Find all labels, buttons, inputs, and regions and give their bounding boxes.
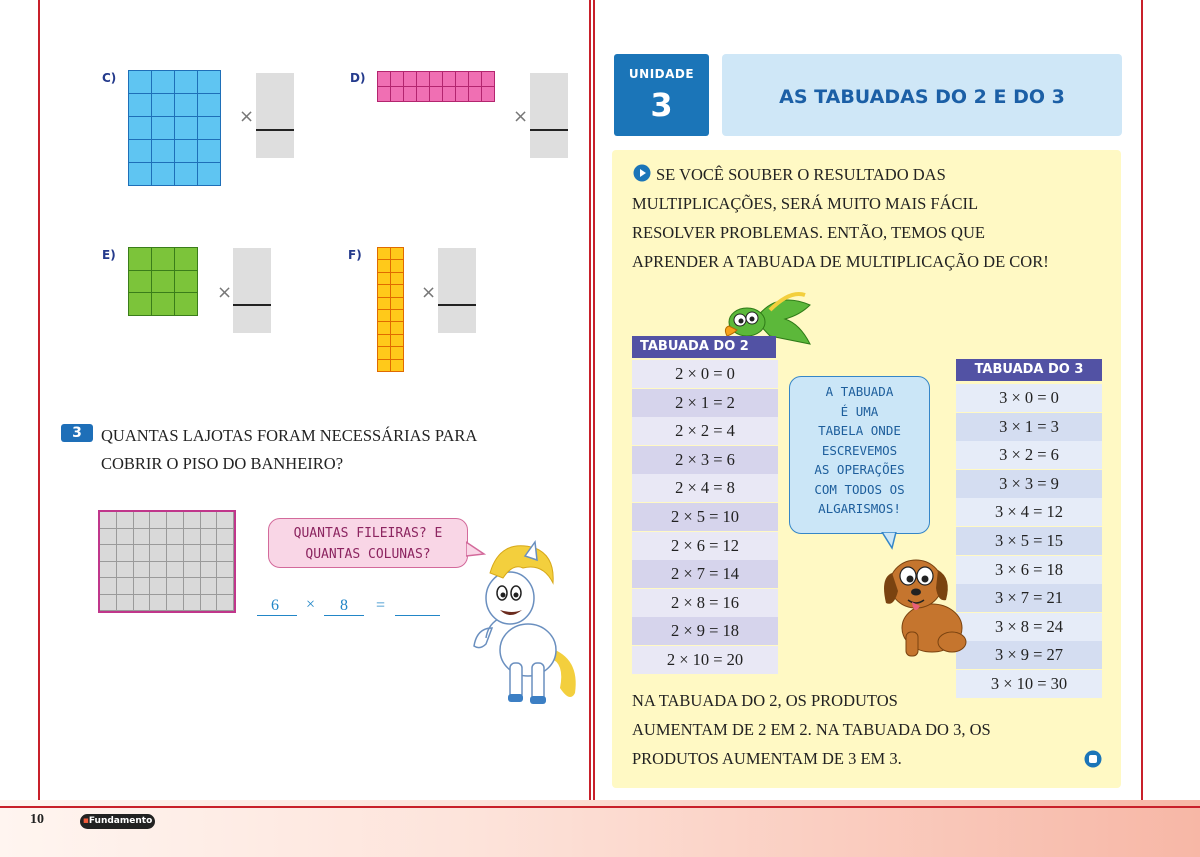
stop-icon — [1084, 750, 1102, 768]
footer-line — [0, 806, 1200, 808]
grid-f — [377, 247, 404, 372]
answer-bar-f — [438, 304, 476, 306]
badge-dot-icon: ▪ — [82, 816, 89, 826]
tabuada-3-row: 3 × 2 = 6 — [956, 441, 1102, 469]
pony-speech-bubble — [268, 518, 468, 568]
pony-illustration — [470, 538, 588, 710]
fundamento-badge — [80, 814, 155, 829]
tabuada-2-row: 2 × 4 = 8 — [632, 474, 778, 502]
unit-title: AS TABUADAS DO 2 E DO 3 — [779, 86, 1065, 108]
tabuada-2-row: 2 × 3 = 6 — [632, 446, 778, 474]
grid-e — [128, 247, 198, 316]
question-3-line-1: QUANTAS LAJOTAS FORAM NECESSÁRIAS PARA — [101, 426, 478, 445]
intro-line-2: MULTIPLICAÇÕES, SERÁ MUITO MAIS FÁCIL — [632, 194, 979, 213]
tabuada-2-row: 2 × 7 = 14 — [632, 560, 778, 588]
tabuada-3-row: 3 × 9 = 27 — [956, 641, 1102, 669]
dog-speech-bubble — [789, 376, 930, 534]
tabuada-2-row: 2 × 2 = 4 — [632, 417, 778, 445]
intro-text — [632, 160, 1049, 276]
exercise-c-label: C) — [102, 71, 117, 85]
answer-bar-c — [256, 129, 294, 131]
unit-badge — [614, 54, 709, 136]
intro-line-4: APRENDER A TABUADA DE MULTIPLICAÇÃO DE COR! — [632, 252, 1049, 271]
answer-box-f[interactable] — [438, 248, 476, 333]
unit-number: 3 — [650, 86, 673, 124]
times-sign-d: × — [513, 106, 529, 127]
outro-line-3: PRODUTOS AUMENTAM DE 3 EM 3. — [632, 749, 902, 768]
equation-answer-blank[interactable] — [395, 615, 440, 616]
page-footer — [0, 800, 1200, 857]
dog-bubble-line-5: AS OPERAÇÕES — [814, 462, 905, 477]
right-margin-line — [1141, 0, 1143, 808]
outro-text — [632, 686, 991, 773]
dog-bubble-line-6: COM TODOS OS — [814, 481, 905, 497]
equation-columns: 8 — [340, 597, 348, 614]
tabuada-2-row: 2 × 0 = 0 — [632, 360, 778, 388]
tabuada-2-row: 2 × 6 = 12 — [632, 532, 778, 560]
answer-box-e[interactable] — [233, 248, 271, 333]
answer-box-c[interactable] — [256, 73, 294, 158]
bathroom-floor-tiles — [100, 512, 234, 611]
question-3-text — [101, 422, 541, 478]
tabuada-2-row: 2 × 1 = 2 — [632, 389, 778, 417]
answer-bar-e — [233, 304, 271, 306]
intro-line-1: SE VOCÊ SOUBER O RESULTADO DAS — [656, 165, 946, 184]
tabuada-3-row: 3 × 8 = 24 — [956, 613, 1102, 641]
times-sign-c: × — [239, 106, 255, 127]
grid-d — [377, 71, 495, 102]
unit-title-box — [722, 54, 1122, 136]
page-number: 10 — [30, 812, 44, 827]
equation-rows: 6 — [271, 597, 279, 614]
dog-bubble-line-4: ESCREVEMOS — [821, 442, 898, 458]
question-number-badge: 3 — [61, 424, 93, 442]
answer-box-d[interactable] — [530, 73, 568, 158]
question-3-line-2: COBRIR O PISO DO BANHEIRO? — [101, 454, 344, 473]
outro-line-2: AUMENTAM DE 2 EM 2. NA TABUADA DO 3, OS — [632, 720, 991, 739]
tabuada-3-row: 3 × 6 = 18 — [956, 556, 1102, 584]
tabuada-3-row: 3 × 1 = 3 — [956, 413, 1102, 441]
dog-illustration — [880, 548, 972, 660]
center-divider-left — [589, 0, 591, 808]
pony-bubble-line-2: QUANTAS COLUNAS? — [305, 547, 431, 562]
intro-line-3: RESOLVER PROBLEMAS. ENTÃO, TEMOS QUE — [632, 223, 985, 242]
dog-bubble-line-3: TABELA ONDE — [818, 423, 901, 438]
tabuada-2-row: 2 × 5 = 10 — [632, 503, 778, 531]
dog-bubble-line-2: É UMA — [840, 403, 879, 419]
tabuada-3-row: 3 × 4 = 12 — [956, 498, 1102, 526]
outro-line-1: NA TABUADA DO 2, OS PRODUTOS — [632, 691, 898, 710]
times-sign-f: × — [421, 282, 437, 303]
dog-bubble-line-7: ALGARISMOS! — [818, 501, 901, 516]
tabuada-2-row: 2 × 9 = 18 — [632, 617, 778, 645]
pony-bubble-line-1: QUANTAS FILEIRAS? E — [293, 526, 443, 541]
tabuada-3-row: 3 × 5 = 15 — [956, 527, 1102, 555]
equation-columns-underline — [324, 615, 364, 616]
tabuada-3-row: 3 × 7 = 21 — [956, 584, 1102, 612]
unit-label: UNIDADE — [628, 67, 695, 81]
tabuada-3-row: 3 × 0 = 0 — [956, 384, 1102, 412]
times-sign-e: × — [217, 282, 233, 303]
left-margin-line — [38, 0, 40, 857]
tabuada-2-row: 2 × 8 = 16 — [632, 589, 778, 617]
exercise-e-label: E) — [102, 248, 116, 262]
answer-bar-d — [530, 129, 568, 131]
tabuada-3-row: 3 × 10 = 30 — [956, 670, 1102, 698]
dog-bubble-line-1: A TABUADA — [825, 384, 894, 399]
badge-label: Fundamento — [88, 816, 153, 826]
equation-equals: = — [376, 597, 386, 614]
center-divider-right — [593, 0, 595, 808]
equation-times: × — [306, 596, 316, 613]
tabuada-2-header: TABUADA DO 2 — [632, 336, 776, 358]
tabuada-2-row: 2 × 10 = 20 — [632, 646, 778, 674]
exercise-d-label: D) — [350, 71, 366, 85]
tabuada-3-row: 3 × 3 = 9 — [956, 470, 1102, 498]
tabuada-3-header: TABUADA DO 3 — [956, 359, 1102, 381]
equation-rows-underline — [257, 615, 297, 616]
exercise-f-label: F) — [348, 248, 362, 262]
grid-c — [128, 70, 221, 186]
